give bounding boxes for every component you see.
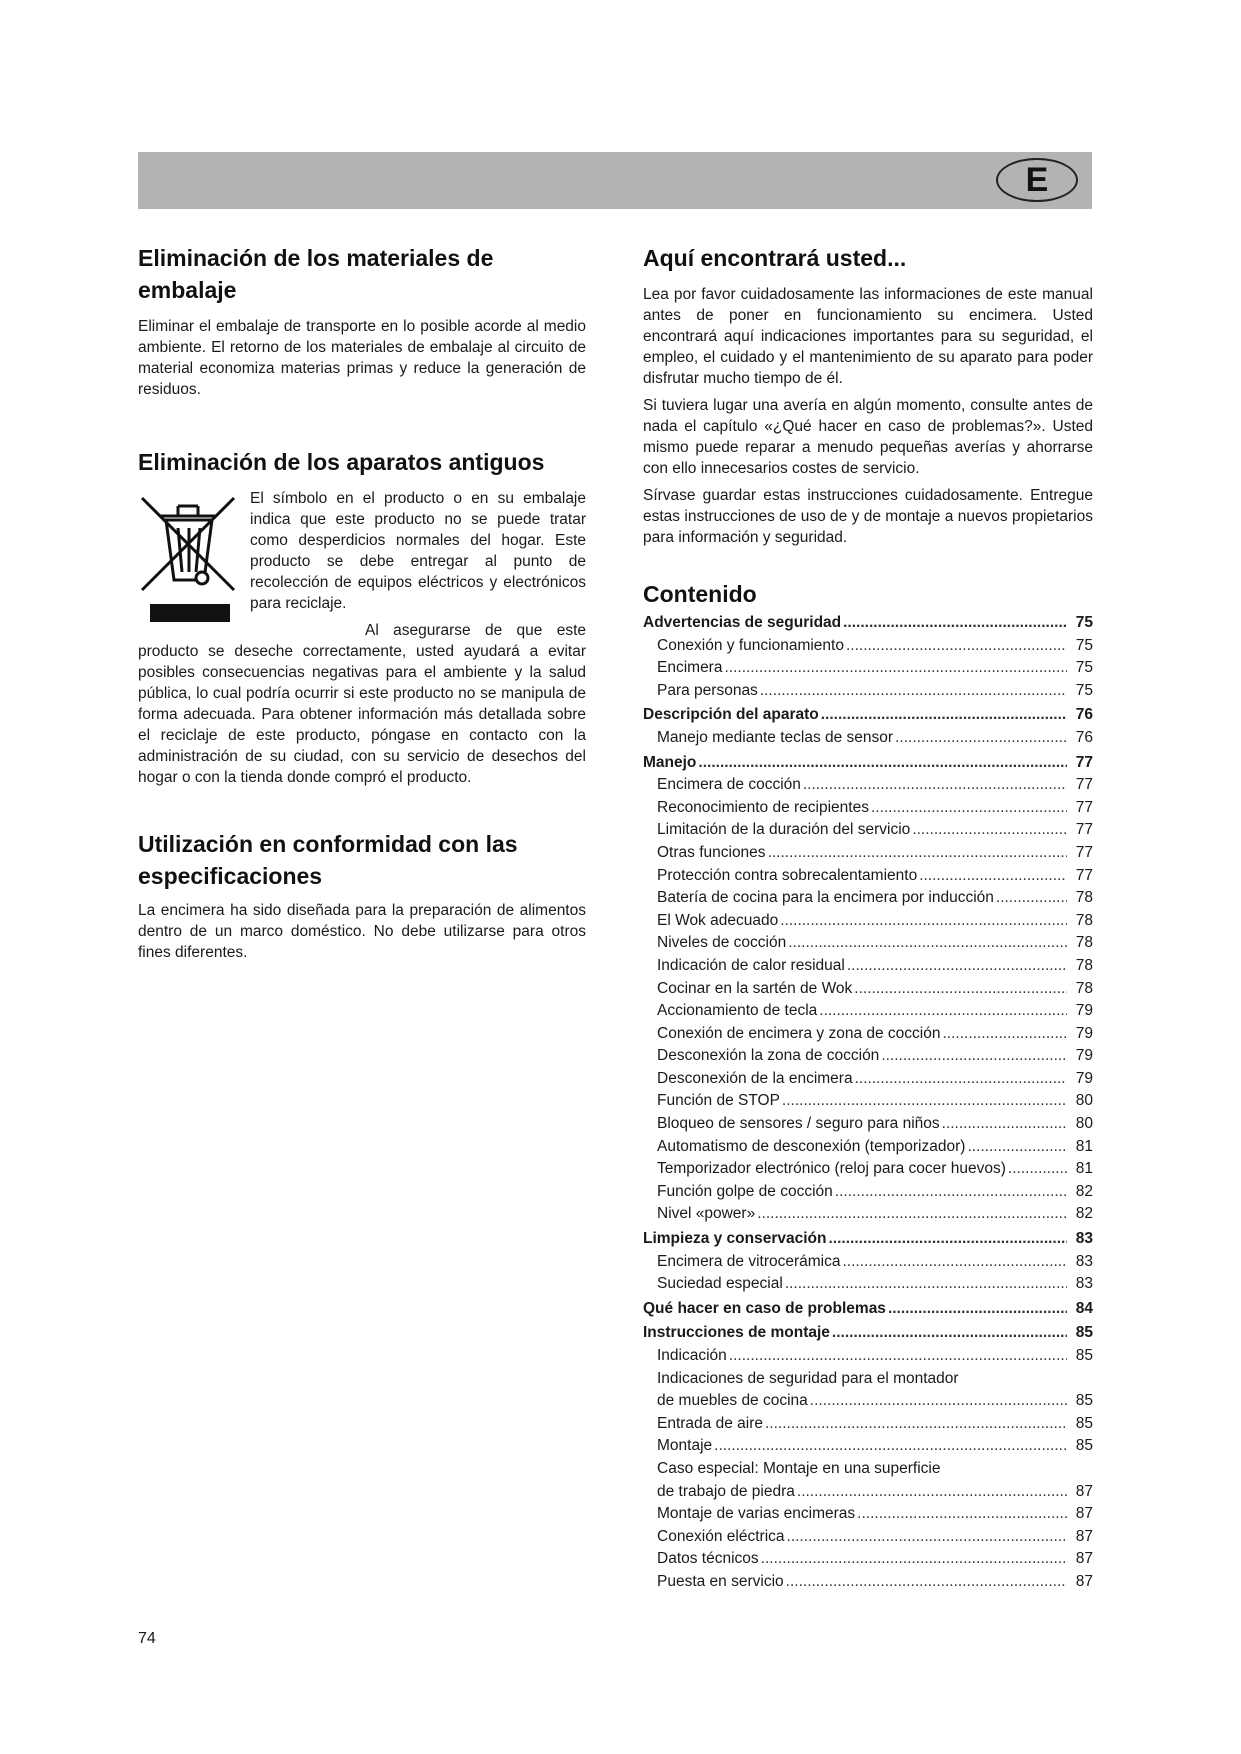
toc-dot-leader	[788, 932, 1067, 955]
toc-entry	[643, 1458, 1093, 1481]
intro-heading: Aquí encontrará usted...	[643, 245, 907, 271]
toc-dot-leader	[857, 1503, 1067, 1526]
weee-text-2: Al asegurarse de que este producto se deseche correctamente, usted ayudará a evitar posibles consecuencias negativas para el ambiente y la salud pública, lo cual podría ocurrir si este producto no se manipula de forma adecuada. Para obtener información más detallada sobre el reciclaje de este producto, póngase en contacto con la administración de su ciudad, con su servicio de desechos del hogar o con la tienda donde compró el producto.	[138, 622, 586, 786]
toc-dot-leader	[842, 1251, 1067, 1274]
toc-dot-leader	[881, 1045, 1067, 1068]
toc-entry-label: Niveles de cocción	[657, 934, 787, 952]
toc-entry	[643, 842, 1093, 865]
toc-dot-leader	[760, 680, 1067, 703]
toc-entry-label: Manejo	[643, 753, 697, 771]
toc-entry-label: Temporizador electrónico (reloj para cocer huevos)	[657, 1160, 1006, 1178]
toc-entry-label: Automatismo de desconexión (temporizador)	[657, 1137, 966, 1155]
toc-entry-label: Montaje de varias encimeras	[657, 1505, 856, 1523]
toc-entry	[643, 910, 1093, 933]
toc-entry	[643, 1228, 1093, 1251]
toc-dot-leader	[919, 865, 1067, 888]
toc-entry-page: 84	[1075, 1299, 1093, 1317]
toc-dot-leader	[785, 1273, 1067, 1296]
toc-entry	[643, 797, 1093, 820]
language-badge: E	[996, 158, 1078, 202]
toc-entry-page: 87	[1075, 1505, 1093, 1523]
toc-entry-page: 87	[1075, 1527, 1093, 1545]
intended-use-heading-line1: Utilización en conformidad con las	[138, 831, 518, 857]
toc-entry	[643, 704, 1093, 727]
intended-use-heading-line2: especificaciones	[138, 863, 323, 889]
packaging-disposal-heading: Eliminación de los materiales de embalaje	[138, 245, 494, 303]
toc-entry-page: 79	[1075, 1047, 1093, 1065]
toc-entry-label: Encimera	[657, 659, 723, 677]
toc-entry	[643, 635, 1093, 658]
toc-dot-leader	[888, 1298, 1067, 1321]
toc-dot-leader	[714, 1435, 1067, 1458]
weee-block	[138, 488, 586, 788]
toc-entry-label: Entrada de aire	[657, 1414, 763, 1432]
intro-paragraph-3: Sírvase guardar estas instrucciones cuidadosamente. Entregue estas instrucciones de uso de y de montaje a nuevos propietarios para información y seguridad.	[643, 487, 1093, 546]
toc-entry	[643, 819, 1093, 842]
toc-entry	[643, 1571, 1093, 1594]
toc-entry-label: Montaje	[657, 1437, 713, 1455]
intended-use-heading	[138, 828, 586, 892]
toc-entry-label: Función de STOP	[657, 1092, 780, 1110]
toc-dot-leader	[832, 1322, 1067, 1345]
toc-entry-label: Limpieza y conservación	[643, 1230, 827, 1248]
toc-entry	[643, 1390, 1093, 1413]
toc-entry-label: de trabajo de piedra	[657, 1482, 795, 1500]
toc-entry	[643, 774, 1093, 797]
contents-heading: Contenido	[643, 581, 757, 607]
toc-entry	[643, 1158, 1093, 1181]
toc-dot-leader	[835, 1181, 1067, 1204]
toc-entry	[643, 727, 1093, 750]
toc-entry	[643, 1322, 1093, 1345]
toc-entry-page: 79	[1075, 1024, 1093, 1042]
toc-entry	[643, 1503, 1093, 1526]
toc-dot-leader	[895, 727, 1067, 750]
toc-entry	[643, 1413, 1093, 1436]
toc-dot-leader	[780, 910, 1067, 933]
toc-entry-label: Suciedad especial	[657, 1275, 783, 1293]
toc-entry-page: 75	[1075, 659, 1093, 677]
toc-entry	[643, 1000, 1093, 1023]
packaging-disposal-text: Eliminar el embalaje de transporte en lo posible acorde al medio ambiente. El retorno de los materiales de embalaje al circuito de material economiza materias primas y reduce la generación de residuos.	[138, 318, 586, 398]
right-column	[643, 242, 1093, 1594]
toc-dot-leader	[912, 819, 1067, 842]
toc-dot-leader	[847, 955, 1067, 978]
toc-entry-page: 75	[1075, 681, 1093, 699]
toc-entry-label: Datos técnicos	[657, 1550, 759, 1568]
toc-entry-page: 87	[1075, 1572, 1093, 1590]
toc-entry	[643, 1181, 1093, 1204]
toc-entry-page: 75	[1075, 614, 1093, 631]
toc-entry-page: 77	[1075, 821, 1093, 839]
toc-entry-label: Reconocimiento de recipientes	[657, 798, 869, 816]
toc-entry	[643, 657, 1093, 680]
toc-entry-label: Puesta en servicio	[657, 1572, 784, 1590]
toc-entry-page: 76	[1075, 706, 1093, 724]
toc-entry-label: de muebles de cocina	[657, 1392, 808, 1410]
toc-dot-leader	[803, 774, 1067, 797]
toc-entry-page: 85	[1075, 1414, 1093, 1432]
toc-entry-page: 81	[1075, 1160, 1093, 1178]
toc-entry-page: 78	[1075, 979, 1093, 997]
toc-entry-label: Desconexión de la encimera	[657, 1069, 853, 1087]
toc-entry	[643, 680, 1093, 703]
toc-entry-label: Qué hacer en caso de problemas	[643, 1299, 886, 1317]
toc-entry-page: 77	[1075, 843, 1093, 861]
toc-entry-page: 83	[1075, 1275, 1093, 1293]
toc-dot-leader	[729, 1345, 1067, 1368]
toc-dot-leader	[797, 1481, 1067, 1504]
toc-entry-label: Función golpe de cocción	[657, 1182, 833, 1200]
toc-entry	[643, 1526, 1093, 1549]
weee-text-1: El símbolo en el producto o en su embalaje indica que este producto no se puede tratar como desperdicios normales del hogar. Este producto se debe entregar al punto de recolección de equipos eléctricos y electrónicos para reciclaje.	[250, 490, 586, 612]
toc-entry	[643, 752, 1093, 775]
toc-entry-page: 75	[1075, 636, 1093, 654]
toc-entry-page: 83	[1075, 1230, 1093, 1248]
toc-dot-leader	[724, 657, 1067, 680]
toc-entry-label: Caso especial: Montaje en una superficie	[657, 1459, 941, 1477]
toc-entry-page: 87	[1075, 1550, 1093, 1568]
toc-dot-leader	[787, 1526, 1067, 1549]
toc-entry-label: Conexión de encimera y zona de cocción	[657, 1024, 941, 1042]
toc-entry	[643, 1113, 1093, 1136]
toc-entry-label: Indicación de calor residual	[657, 956, 845, 974]
intro-paragraph-2: Si tuviera lugar una avería en algún momento, consulte antes de nada el capítulo «¿Qué hacer en caso de problemas?». Usted mismo puede reparar a menudo pequeñas averías y ahorrarse con ello innecesarios costes de servicio.	[643, 397, 1093, 477]
toc-dot-leader	[698, 752, 1067, 775]
toc-dot-leader	[942, 1023, 1067, 1046]
toc-entry-label: Advertencias de seguridad	[643, 614, 842, 631]
toc-entry-label: Instrucciones de montaje	[643, 1324, 830, 1342]
toc-dot-leader	[1008, 1158, 1067, 1181]
toc-entry-label: Encimera de cocción	[657, 776, 801, 794]
toc-dot-leader	[829, 1228, 1068, 1251]
header-band	[138, 152, 1092, 209]
toc-entry-page: 77	[1075, 866, 1093, 884]
toc-entry-label: Cocinar en la sartén de Wok	[657, 979, 853, 997]
toc-entry-label: Nivel «power»	[657, 1205, 756, 1223]
toc-dot-leader	[786, 1571, 1067, 1594]
toc-dot-leader	[854, 978, 1067, 1001]
toc-entry-page: 82	[1075, 1205, 1093, 1223]
toc-entry	[643, 1298, 1093, 1321]
toc-entry-label: Batería de cocina para la encimera por inducción	[657, 889, 994, 907]
toc-entry	[643, 1136, 1093, 1159]
toc-entry	[643, 1435, 1093, 1458]
toc-entry-page: 78	[1075, 956, 1093, 974]
toc-dot-leader	[855, 1068, 1067, 1091]
toc-dot-leader	[846, 635, 1067, 658]
toc-entry	[643, 1251, 1093, 1274]
toc-dot-leader	[967, 1136, 1067, 1159]
toc-entry	[643, 1345, 1093, 1368]
toc-entry-label: Protección contra sobrecalentamiento	[657, 866, 918, 884]
toc-entry-label: Conexión eléctrica	[657, 1527, 785, 1545]
toc-dot-leader	[996, 887, 1067, 910]
toc-entry	[643, 1090, 1093, 1113]
toc-entry-page: 85	[1075, 1392, 1093, 1410]
toc-entry-page: 76	[1075, 728, 1093, 746]
toc-entry-label: Descripción del aparato	[643, 706, 819, 724]
left-column	[138, 242, 586, 969]
toc-entry	[643, 865, 1093, 888]
toc-entry	[643, 1481, 1093, 1504]
toc-entry-page: 80	[1075, 1115, 1093, 1133]
toc-dot-leader	[819, 1000, 1067, 1023]
toc-dot-leader	[942, 1113, 1067, 1136]
toc-entry-page: 77	[1075, 753, 1093, 771]
toc-entry-label: Manejo mediante teclas de sensor	[657, 728, 894, 746]
toc-dot-leader	[821, 704, 1067, 727]
toc-entry	[643, 978, 1093, 1001]
toc-dot-leader	[843, 612, 1067, 635]
toc-entry-page: 80	[1075, 1092, 1093, 1110]
toc-entry-page: 78	[1075, 934, 1093, 952]
intended-use-text: La encimera ha sido diseñada para la preparación de alimentos dentro de un marco doméstico. No debe utilizarse para otros fines diferentes.	[138, 902, 586, 961]
toc-entry-label: Desconexión la zona de cocción	[657, 1047, 880, 1065]
toc-entry-label: Limitación de la duración del servicio	[657, 821, 911, 839]
toc-entry-label: Para personas	[657, 681, 758, 699]
toc-entry-label: Indicaciones de seguridad para el montador	[657, 1369, 959, 1387]
toc-entry-page: 82	[1075, 1182, 1093, 1200]
toc-entry-page: 77	[1075, 798, 1093, 816]
toc-entry-page: 79	[1075, 1002, 1093, 1020]
toc-entry-label: El Wok adecuado	[657, 911, 779, 929]
toc-dot-leader	[810, 1390, 1067, 1413]
intro-paragraph-1: Lea por favor cuidadosamente las informaciones de este manual antes de poner en funcionamiento su encimera. Usted encontrará aquí indicaciones importantes para su seguridad, el empleo, el cuidado y el mantenimiento de su aparato para poder disfrutar mucho tiempo de él.	[643, 286, 1093, 387]
toc-entry	[643, 1273, 1093, 1296]
toc-entry-label: Indicación	[657, 1347, 727, 1364]
toc-entry-label: Otras funciones	[657, 843, 766, 861]
toc-dot-leader	[871, 797, 1067, 820]
toc-entry-label: Encimera de vitrocerámica	[657, 1252, 841, 1270]
toc-entry-page: 85	[1075, 1437, 1093, 1455]
toc-entry-page: 83	[1075, 1252, 1093, 1270]
toc-entry-page: 78	[1075, 911, 1093, 929]
toc-entry	[643, 1203, 1093, 1226]
toc-entry	[643, 1368, 1093, 1391]
toc-entry-page: 85	[1075, 1324, 1093, 1342]
toc-entry-page: 78	[1075, 889, 1093, 907]
toc-entry-page: 81	[1075, 1137, 1093, 1155]
toc-entry	[643, 887, 1093, 910]
toc-entry-page: 87	[1075, 1482, 1093, 1500]
toc-dot-leader	[782, 1090, 1067, 1113]
toc-entry	[643, 932, 1093, 955]
toc-dot-leader	[765, 1413, 1067, 1436]
weee-crossed-bin-icon	[138, 492, 242, 626]
toc-dot-leader	[761, 1548, 1067, 1571]
toc-entry-page: 85	[1075, 1347, 1093, 1364]
toc-dot-leader	[768, 842, 1067, 865]
toc-entry-page: 79	[1075, 1069, 1093, 1087]
page-number: 74	[138, 1630, 156, 1647]
toc-entry	[643, 1045, 1093, 1068]
toc-entry	[643, 1068, 1093, 1091]
toc-entry-label: Conexión y funcionamiento	[657, 636, 844, 654]
toc-entry-label: Accionamiento de tecla	[657, 1002, 818, 1020]
toc-entry	[643, 1548, 1093, 1571]
toc-entry-page: 77	[1075, 776, 1093, 794]
toc-dot-leader	[757, 1203, 1067, 1226]
toc-entry	[643, 1023, 1093, 1046]
table-of-contents	[643, 612, 1093, 1594]
toc-entry	[643, 955, 1093, 978]
toc-entry-label: Bloqueo de sensores / seguro para niños	[657, 1115, 940, 1133]
old-appliances-heading: Eliminación de los aparatos antiguos	[138, 449, 545, 475]
toc-entry	[643, 612, 1093, 635]
